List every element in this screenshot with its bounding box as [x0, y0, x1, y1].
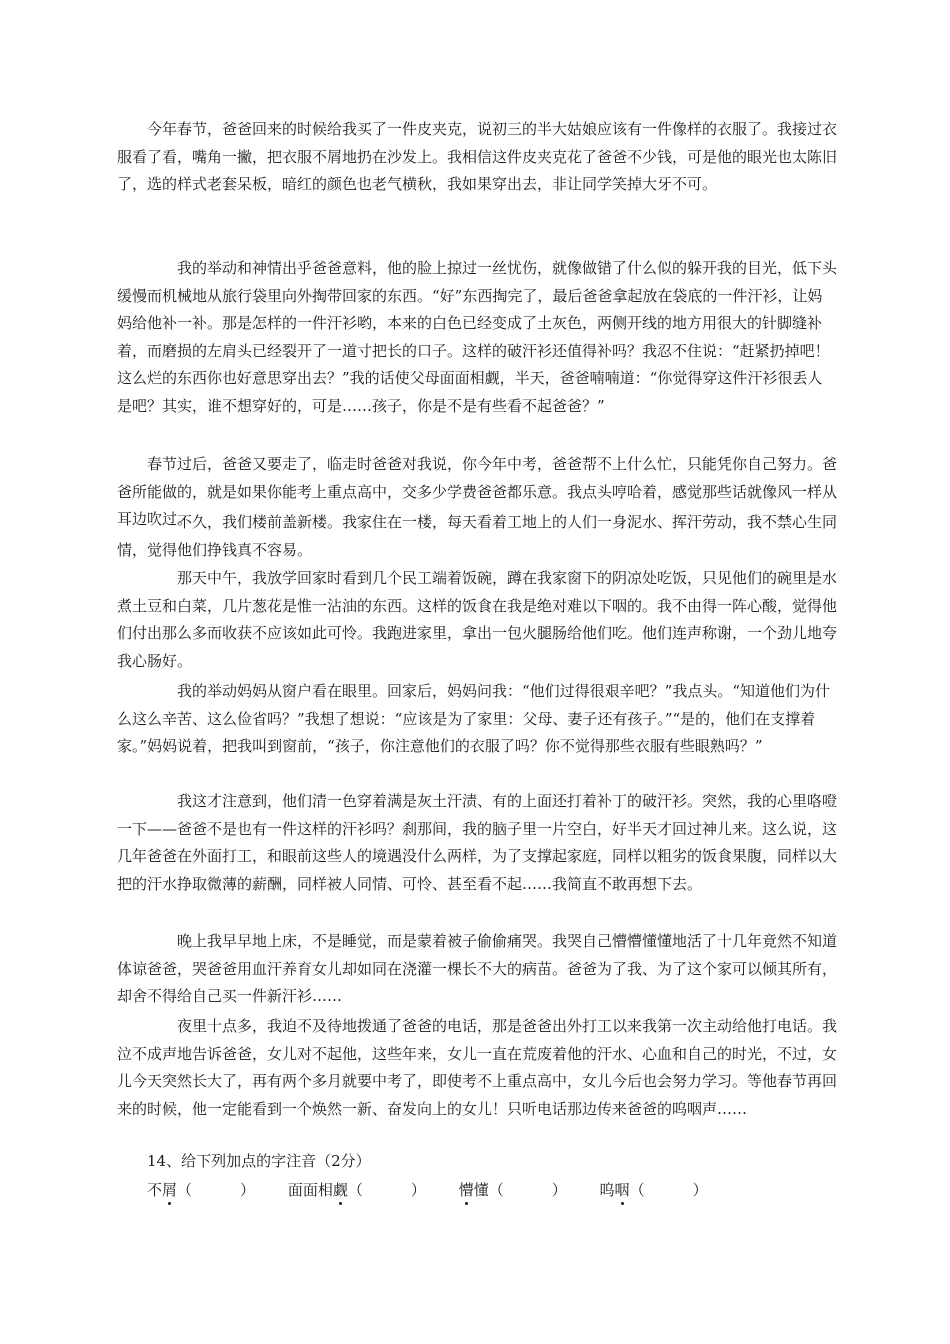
answer-item-4: 呜咽（ ）	[599, 1181, 708, 1199]
paragraph-1: 今年春节，爸爸回来的时候给我买了一件皮夹克，说初三的半大姑娘应该有一件像样的衣服了。我接过衣服看了看，嘴角一撇，把衣服不屑地扔在沙发上。我相信这件皮夹克花了爸爸不少钱，可是他的眼光也太陈旧了，选的样式老套呆板，暗红的颜色也老气横秋，我如果穿出去，非让同学笑掉大牙不可。	[117, 120, 838, 193]
answer-item-2: 面面相觑（ ）	[287, 1181, 426, 1199]
question-title: 14、给下列加点的字注音（2分）	[147, 1152, 371, 1170]
answer-item-1: 不屑（ ）	[147, 1181, 256, 1199]
paragraph-2: 我的举动和神情出乎爸爸意料，他的脸上掠过一丝忧伤，就像做错了什么似的躲开我的目光，低下头缓慢而机械地从旅行袋里向外掏带回家的东西。“好”东西掏完了，最后爸爸拿起放在袋底的一件汗衫，让妈妈给他补一补。那是怎样的一件汗衫哟，本来的白色已经变成了土灰色，两侧开线的地方用很大的针脚缝补着，而磨损的左肩头已经裂开了一道寸把长的口子。这样的破汗衫还值得补吗？我忍不住说：“赶紧扔掉吧！这么烂的东西你也好意思穿出去？”我的话使父母面面相觑，半天，爸爸喃喃道：“你觉得穿这件汗衫很丢人是吧？其实，谁不想穿好的，可是……孩子，你是不是有些看不起爸爸？”	[117, 259, 838, 415]
paragraph-9: 夜里十点多，我迫不及待地拨通了爸爸的电话，那是爸爸出外打工以来我第一次主动给他打电话。我泣不成声地告诉爸爸，女儿对不起他，这些年来，女儿一直在荒废着他的汗水、心血和自己的时光，不过，女儿今天突然长大了，再有两个多月就要中考了，即使考不上重点高中，女儿今后也会努力学习。等他春节再回来的时候，他一定能看到一个焕然一新、奋发向上的女儿！只听电话那边传来爸爸的呜咽声……	[117, 1017, 838, 1118]
dotted-char: 懵	[458, 1181, 474, 1199]
paragraph-7: 我这才注意到，他们清一色穿着满是灰土汗渍、有的上面还打着补丁的破汗衫。突然，我的心里咯噔一下——爸爸不是也有一件这样的汗衫吗？刹那间，我的脑子里一片空白，好半天才回过神儿来。这么说，这几年爸爸在外面打工，和眼前这些人的境遇没什么两样，为了支撑起家庭，同样以粗劣的饭食果腹，同样以大把的汗水挣取微薄的薪酬，同样被人同情、可怜、甚至看不起……我简直不敢再想下去。	[117, 792, 838, 893]
answer-item-3: 懵懂（ ）	[458, 1181, 567, 1199]
paragraph-4: 不久，我们楼前盖新楼。我家住在一楼，每天看着工地上的人们一身泥水、挥汗劳动，我不禁心生同情，觉得他们挣钱真不容易。	[117, 513, 838, 559]
paragraph-3: 春节过后，爸爸又要走了，临走时爸爸对我说，你今年中考，爸爸帮不上什么忙，只能凭你自己努力。爸爸所能做的，就是如果你能考上重点高中，交多少学费爸爸都乐意。我点头哼哈着，感觉那些话就像风一样从耳边吹过。	[117, 455, 838, 528]
dotted-char: 觑	[332, 1181, 348, 1199]
paragraph-8: 晚上我早早地上床，不是睡觉，而是蒙着被子偷偷痛哭。我哭自己懵懵懂懂地活了十几年竟然不知道体谅爸爸，哭爸爸用血汗养育女儿却如同在浇灌一棵长不大的病苗。爸爸为了我、为了这个家可以倾其所有，却舍不得给自己买一件新汗衫……	[117, 932, 838, 1005]
paragraph-5: 那天中午，我放学回家时看到几个民工端着饭碗，蹲在我家窗下的阴凉处吃饭，只见他们的碗里是水煮土豆和白菜，几片葱花是惟一沾油的东西。这样的饭食在我是绝对难以下咽的。我不由得一阵心酸，觉得他们付出那么多而收获不应该如此可怜。我跑进家里，拿出一包火腿肠给他们吃。他们连声称谢，一个劲儿地夸我心肠好。	[117, 569, 838, 670]
paragraph-6: 我的举动妈妈从窗户看在眼里。回家后，妈妈问我：“他们过得很艰辛吧？”我点头。“知道他们为什么这么辛苦、这么俭省吗？”我想了想说：“应该是为了家里：父母、妻子还有孩子。”“是的，他们在支撑着家。”妈妈说着，把我叫到窗前，“孩子，你注意他们的衣服了吗？你不觉得那些衣服有些眼熟吗？”	[117, 682, 831, 755]
dotted-char: 屑	[162, 1181, 178, 1199]
dotted-char: 咽	[614, 1181, 630, 1199]
pinyin-answer-row	[147, 1177, 736, 1204]
